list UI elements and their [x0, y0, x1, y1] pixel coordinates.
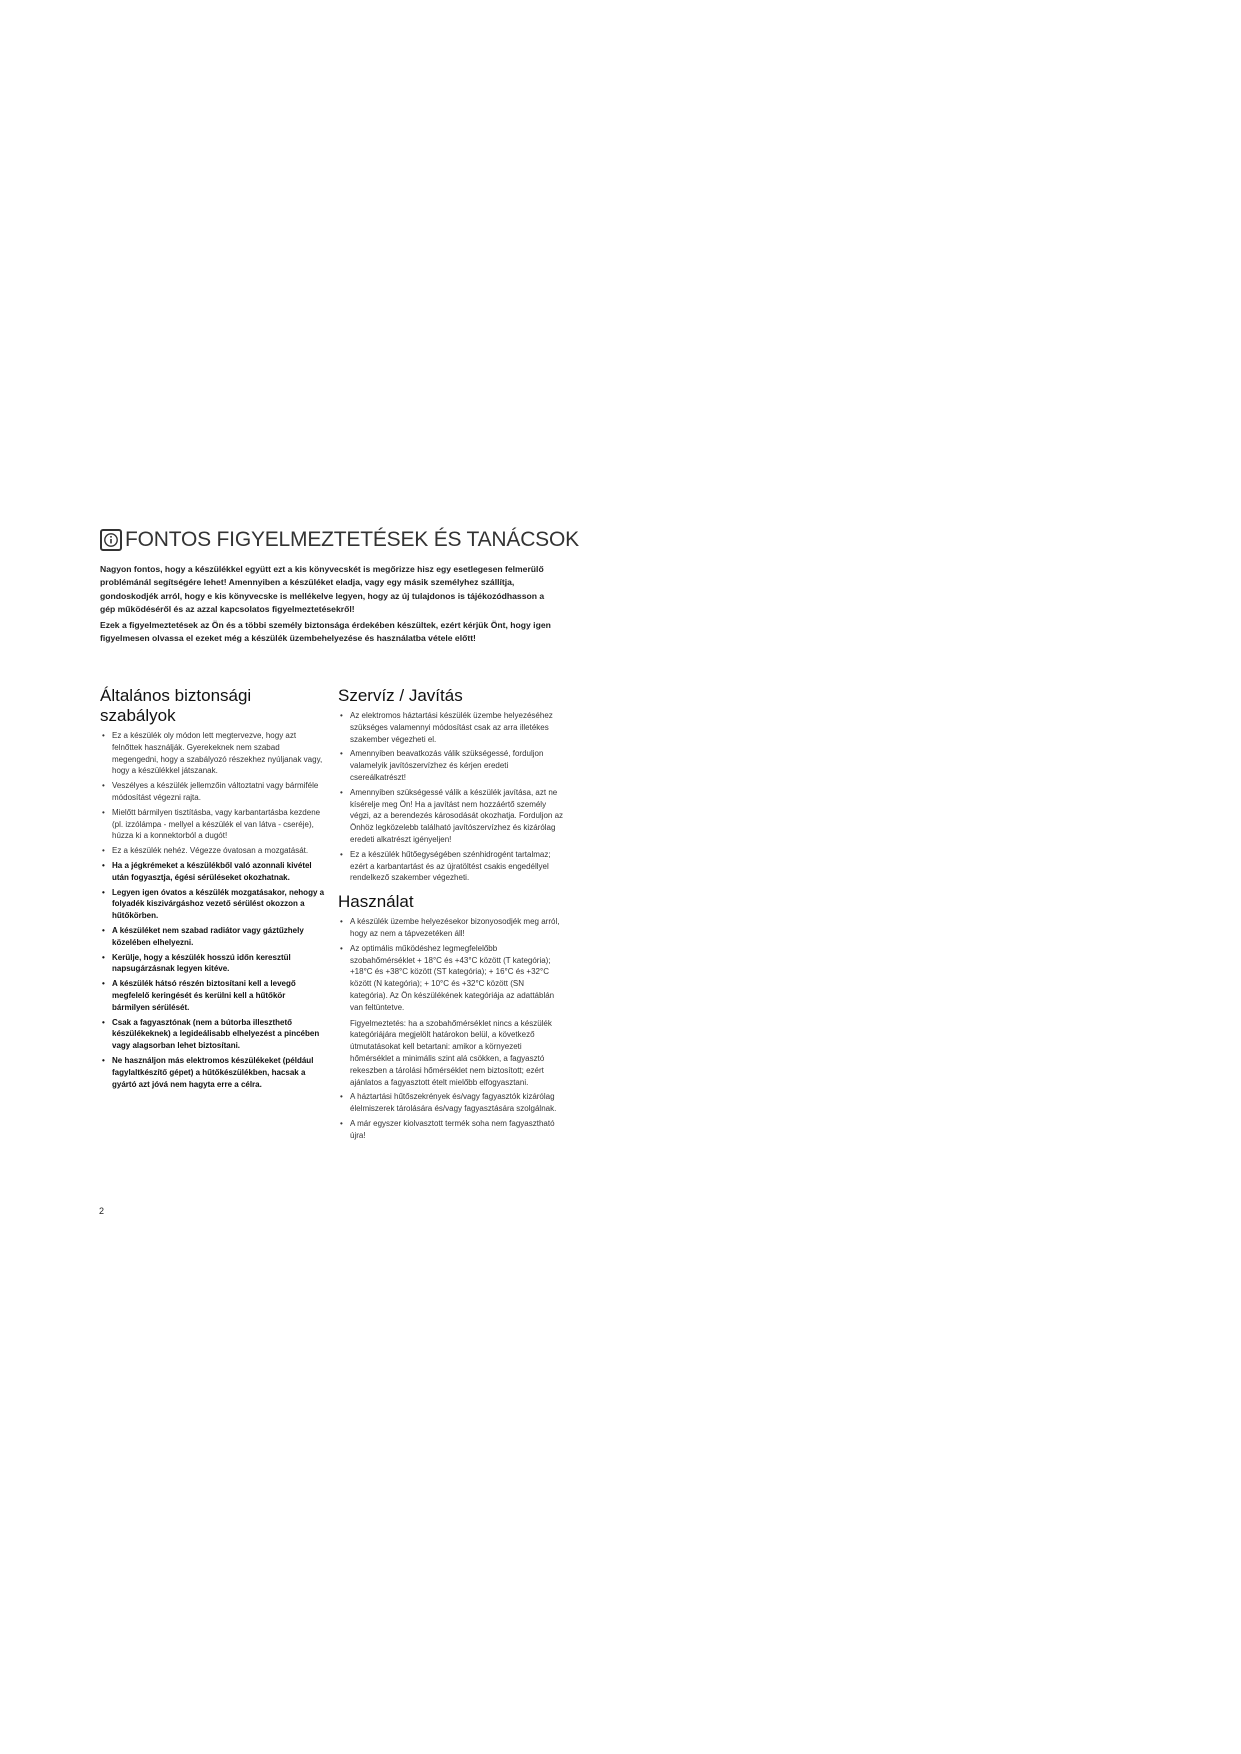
list-item: • Amennyiben beavatkozás válik szükségessé, forduljon valamelyik javítószervízhez és kérjen eredeti csereálkatrészt! — [338, 748, 563, 783]
general-safety-list — [100, 730, 325, 1090]
page-number: 2 — [99, 1206, 105, 1216]
section-heading-usage: Használat — [338, 892, 414, 912]
section-heading-service: Szervíz / Javítás — [338, 686, 463, 705]
intro-block — [100, 563, 560, 649]
list-item: • Csak a fagyasztónak (nem a bútorba illeszthető készülékeknek) a legideálisabb elhelyezést a pincében vagy alagsorban lehet biztosítani. — [100, 1017, 325, 1052]
list-item — [338, 943, 563, 1089]
list-item: • Ez a készülék oly módon lett megtervezve, hogy azt felnőttek használják. Gyerekeknek nem szabad megengedni, hogy a szabályozó részekhez nyúljanak vagy, hogy a készülékkel játszanak. — [100, 730, 325, 777]
page-title: FONTOS FIGYELMEZTETÉSEK ÉS TANÁCSOK — [125, 528, 579, 551]
list-item: • A készüléket nem szabad radiátor vagy gáztűzhely közelében elhelyezni. — [100, 925, 325, 949]
intro-paragraph: Ezek a figyelmeztetések az Ön és a többi személy biztonsága érdekében készültek, ezért kérjük Önt, hogy igen figyelmesen olvassa el ezeket még a készülék üzembehelyezése és használatba vétele előtt! — [100, 620, 551, 644]
intro-paragraph: Nagyon fontos, hogy a készülékkel együtt ezt a kis könyvecskét is megőrizze hisz egy esetlegesen felmerülő problémánál segítségére lehet! Amennyiben a készüléket eladja, vagy egy másik személyhez szállítja, gondoskodjék arról, hogy e kis könyvecske is mellékelve legyen, hogy az új tulajdonos is tájékozódhasson a gép működéséről és az azzal kapcsolatos figyelmeztetésekről! — [100, 564, 545, 614]
list-item: • Ez a készülék hűtőegységében szénhidrogént tartalmaz; ezért a karbantartást és az újratöltést csakis engedéllyel rendelkező szakember végezheti. — [338, 849, 563, 884]
list-item: • Ha a jégkrémeket a készülékből való azonnali kivétel után fogyasztja, égési sérüléseket okozhatnak. — [100, 860, 325, 884]
list-item: • Ez a készülék nehéz. Végezze óvatosan a mozgatását. — [100, 845, 325, 857]
list-item: • Az elektromos háztartási készülék üzembe helyezéséhez szükséges valamennyi módosítást csak az arra illetékes szakember végezheti el. — [338, 710, 563, 745]
left-column — [100, 686, 325, 1093]
section-heading-general-safety: Általános biztonsági szabályok — [100, 686, 252, 725]
list-item: • Mielőtt bármilyen tisztításba, vagy karbantartásba kezdene (pl. izzólámpa - mellyel a készülék el van látva - cseréje), húzza ki a konnektorból a dugót! — [100, 807, 325, 842]
list-item-text: • Az optimális működéshez legmegfelelőbb szobahőmérséklet + 18°C és +43°C között (T kategória); +18°C és +38°C között (ST kategória); + 16°C és +32°C között (N kategória); + 10°C és +32°C között (SN kategória). Az Ön készülékének kategóriája az adattáblán van feltüntetve. — [350, 943, 555, 1012]
list-item: • Ne használjon más elektromos készülékeket (például fagylaltkészítő gépet) a hűtőkészülékben, hacsak a gyártó azt jóvá nem hagyta erre a célra. — [100, 1055, 325, 1090]
title-row — [100, 528, 579, 552]
list-item: • Veszélyes a készülék jellemzőin változtatni vagy bármiféle módosítást végezni rajta. — [100, 780, 325, 804]
warning-note: Figyelmeztetés: ha a szobahőmérséklet nincs a készülék kategóriájára megjelölt határokon belül, a következő útmutatásokat kell betartani: amikor a környezeti hőmérséklet a minimális szint alá csökken, a fagyasztó rekeszben a tárolási hőmérséklet nem biztosított; ezért ajánlatos a fagyasztott ételt mielőbb elfogyasztani. — [350, 1018, 552, 1087]
list-item: • A már egyszer kiolvasztott termék soha nem fagyasztható újra! — [338, 1118, 563, 1142]
list-item: • Kerülje, hogy a készülék hosszú időn keresztül napsugárzásnak legyen kitéve. — [100, 952, 325, 976]
usage-list — [338, 916, 563, 1141]
right-column — [338, 686, 563, 1145]
list-item: • Amennyiben szükségessé válik a készülék javítása, azt ne kísérelje meg Ön! Ha a javítást nem hozzáértő személy végzi, az a berendezés károsodását okozhatja. Forduljon az Önhöz legközelebb található javítószervízhez és kizárólag eredeti alkatrészt igényeljen! — [338, 787, 563, 846]
list-item: • A háztartási hűtőszekrények és/vagy fagyasztók kizárólag élelmiszerek tárolására és/vagy fagyasztására szolgálnak. — [338, 1091, 563, 1115]
info-icon — [100, 529, 122, 551]
list-item: • A készülék hátsó részén biztosítani kell a levegő megfelelő keringését és kerülni kell a hűtőkör bármilyen sérülését. — [100, 978, 325, 1013]
list-item: • Legyen igen óvatos a készülék mozgatásakor, nehogy a folyadék kiszivárgáshoz vezető sérülést okozzon a hűtőkörben. — [100, 887, 325, 922]
list-item: • A készülék üzembe helyezésekor bizonyosodjék meg arról, hogy az nem a tápvezetéken áll! — [338, 916, 563, 940]
service-list — [338, 710, 563, 884]
